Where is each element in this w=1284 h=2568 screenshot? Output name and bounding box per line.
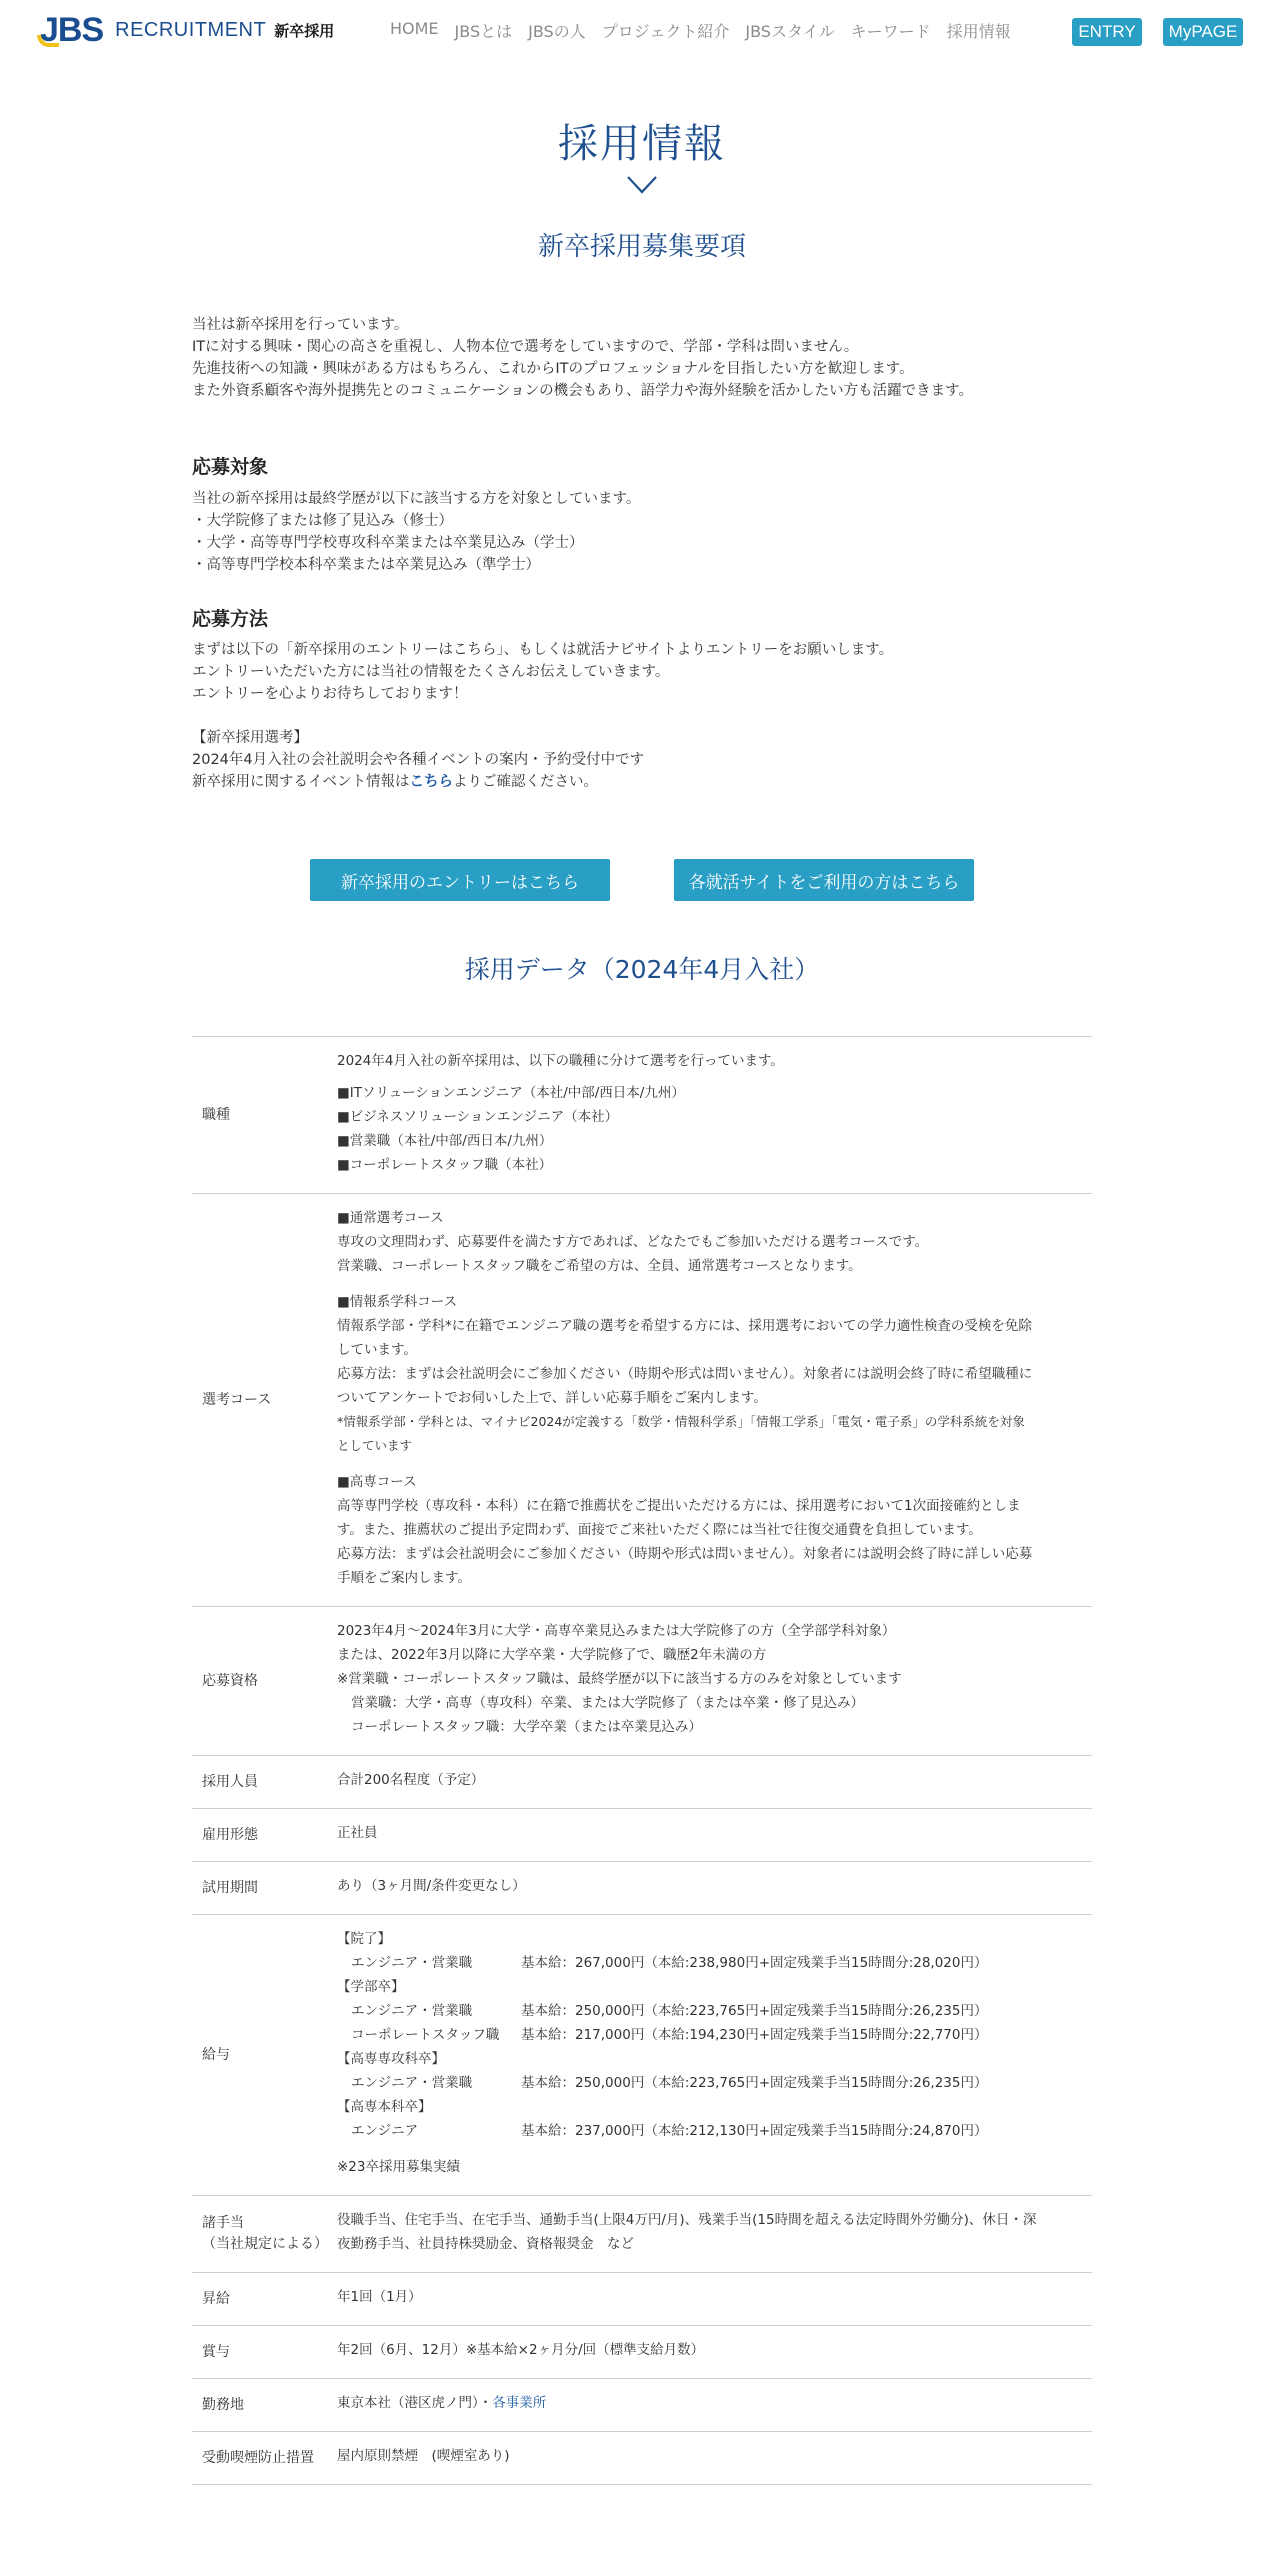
logo-mark: JBS: [40, 13, 103, 47]
row-content: ■通常選考コース 専攻の文理問わず、応募要件を満たす方であれば、どなたでもご参加いただける選考コースです。 営業職、コーポレートスタッフ職をご希望の方は、全員、通常選考コースとなります。 ■情報系学科コース 情報系学部・学科*に在籍でエンジニア職の選考を希望する方には、採用選考においての学力適性検査の受検を免除 しています。 応募方法：まずは会社説明会にご参加ください（時期や形式は問いません）。対象者には説明会終了時に希望職種に ついてアンケートでお伺いした上で、詳しい応募手順をご案内します。 *情報系学部・学科とは、マイナビ2024が定義する「数学・情報科学系」「情報工学系」「電気・電子系」の学科系統を対象 としています ■高専コース 高等専門学校（専攻科・本科）に在籍で推薦状をご提出いただける方には、採用選考において1次面接確約としま す。また、推薦状のご提出予定問わず、面接でご来社いただく際には当社で往復交通費を負担しています。 応募方法：まずは会社説明会にご参加ください（時期や形式は問いません）。対象者には説明会終了時に詳しい応募 手順をご案内します。: [337, 1210, 1033, 1586]
row-content: 屋内原則禁煙 (喫煙室あり): [337, 2448, 510, 2464]
entry-button[interactable]: ENTRY: [1072, 18, 1142, 46]
intro-line: 当社は新卒採用を行っています。: [192, 317, 409, 333]
apply-target-line: ・高等専門学校本科卒業または卒業見込み（準学士）: [192, 557, 540, 573]
salary-row: エンジニア・営業職 基本給：250,000円（本給:223,765円+固定残業手当15時間分:26,235円）: [351, 2003, 988, 2019]
row-content: 2023年4月～2024年3月に大学・高専卒業見込みまたは大学院修了の方（全学部学科対象） または、2022年3月以降に大学卒業・大学院修了で、職歴2年未満の方 ※営業職・コーポレートスタッフ職は、最終学歴が以下に該当する方のみを対象としています 営業職：大学・高専（専攻科）卒業、または大学院修了（または卒業・修了見込み） コーポレートスタッフ職：大学卒業（または卒業見込み）: [337, 1623, 902, 1735]
table-row-course: [192, 1194, 1092, 1607]
row-label: 応募資格: [202, 1672, 258, 1689]
row-label: 試用期間: [202, 1879, 258, 1896]
main-nav: [390, 19, 1027, 42]
offices-link[interactable]: 各事業所: [492, 2395, 547, 2411]
intro-line: 先進技術への知識・興味がある方はもちろん、これからITのプロフェッショナルを目指したい方を歓迎します。: [192, 361, 914, 377]
event-info-link[interactable]: こちら: [409, 774, 453, 790]
new-grad-entry-button[interactable]: 新卒採用のエントリーはこちら: [310, 859, 610, 901]
row-label: 受動喫煙防止措置: [202, 2449, 314, 2466]
mypage-button[interactable]: MyPAGE: [1163, 18, 1243, 46]
table-row-smoking: [192, 2432, 1092, 2485]
intro-line: また外資系顧客や海外提携先とのコミュニケーションの機会もあり、語学力や海外経験を活かしたい方も活躍できます。: [192, 383, 973, 399]
table-row-qualification: [192, 1607, 1092, 1756]
table-row-raise: [192, 2273, 1092, 2326]
apply-method-line: まずは以下の「新卒採用のエントリーはこちら」、もしくは就活ナビサイトよりエントリーをお願いします。: [192, 642, 894, 658]
row-content: 年1回（1月）: [337, 2289, 422, 2305]
salary-row: エンジニア 基本給：237,000円（本給:212,130円+固定残業手当15時間分:24,870円）: [351, 2123, 988, 2139]
nav-projects[interactable]: プロジェクト紹介: [601, 22, 730, 41]
apply-method-line: エントリーを心よりお待ちしております！: [192, 686, 468, 702]
apply-target-line: 当社の新卒採用は最終学歴が以下に該当する方を対象としています。: [192, 491, 641, 507]
section-title-recruit-data: 採用データ（2024年4月入社）: [464, 955, 820, 984]
chevron-down-icon: [626, 174, 658, 196]
row-label: 採用人員: [202, 1773, 258, 1790]
event-info-line: 新卒採用に関するイベント情報はこちらよりご確認ください。: [192, 774, 598, 790]
table-row-job: [192, 1037, 1092, 1194]
salary-row: エンジニア・営業職 基本給：250,000円（本給:223,765円+固定残業手当15時間分:26,235円）: [351, 2075, 988, 2091]
site-header: [0, 0, 1284, 62]
nav-about[interactable]: JBSとは: [454, 22, 513, 41]
logo[interactable]: [40, 12, 334, 48]
row-content: 東京本社（港区虎ノ門）・各事業所: [337, 2395, 547, 2411]
row-label: 雇用形態: [202, 1826, 258, 1843]
apply-target-line: ・大学・高等専門学校専攻科卒業または卒業見込み（学士）: [192, 535, 584, 551]
row-content: 年2回（6月、12月）※基本給×2ヶ月分/回（標準支給月数）: [337, 2342, 705, 2358]
selection-heading: 【新卒採用選考】: [192, 730, 308, 746]
salary-row: コーポレートスタッフ職 基本給：217,000円（本給:194,230円+固定残業手当15時間分:22,770円）: [351, 2027, 988, 2043]
table-row-employment: [192, 1809, 1092, 1862]
row-label: 賞与: [202, 2343, 230, 2360]
page-title: 採用情報: [558, 121, 726, 167]
table-row-trial: [192, 1862, 1092, 1915]
table-row-bonus: [192, 2326, 1092, 2379]
salary-row: エンジニア・営業職 基本給：267,000円（本給:238,980円+固定残業手当15時間分:28,020円）: [351, 1955, 988, 1971]
table-row-allowances: [192, 2196, 1092, 2273]
nav-home[interactable]: HOME: [390, 19, 439, 38]
row-label: 昇給: [202, 2290, 230, 2307]
row-content: あり（3ヶ月間/条件変更なし）: [337, 1878, 526, 1894]
table-row-location: [192, 2379, 1092, 2432]
row-label: 選考コース: [202, 1391, 272, 1408]
heading-apply-target: 応募対象: [192, 456, 269, 478]
logo-subtitle: 新卒採用: [274, 21, 335, 40]
row-content: 【院了】 エンジニア・営業職 基本給：267,000円（本給:238,980円+固定残業手当15時間分:28,020円） 【学部卒】 エンジニア・営業職 基本給：250,000円（本給:223,765円+固定残業手当15時間分:26,235円） コーポレートスタッフ職 基本給：217,000円（本給:194,230円+固定残業手当15時間分:22,770円） 【高専専攻科卒】 エンジニア・営業職 基本給：250,000円（本給:223,765円+固定残業手当15時間分:26,235円） 【高専本科卒】 エンジニア 基本給：237,000円（本給:212,130円+固定残業手当15時間分:24,870円） ※23卒採用募集実績: [337, 1915, 1092, 2195]
row-content: 正社員: [337, 1825, 378, 1841]
apply-target-text: [192, 488, 1092, 576]
intro-line: ITに対する興味・関心の高さを重視し、人物本位で選考をしていますので、学部・学科は問いません。: [192, 339, 859, 355]
apply-target-line: ・大学院修了または修了見込み（修士）: [192, 513, 453, 529]
row-label: 給与: [202, 2046, 230, 2063]
row-label: 勤務地: [202, 2396, 244, 2413]
row-content: 2024年4月入社の新卒採用は、以下の職種に分けて選考を行っています。 ■ITソリューションエンジニア（本社/中部/西日本/九州） ■ビジネスソリューションエンジニア（本社） ■営業職（本社/中部/西日本/九州） ■コーポレートスタッフ職（本社）: [337, 1053, 784, 1173]
nav-keywords[interactable]: キーワード: [850, 22, 931, 41]
row-content: 合計200名程度（予定）: [337, 1772, 485, 1788]
intro-text: [192, 314, 1092, 402]
section-title-requirements: 新卒採用募集要項: [537, 232, 746, 262]
recruit-data-table: [192, 1036, 1092, 2485]
logo-text: RECRUITMENT: [115, 18, 267, 41]
nav-style[interactable]: JBSスタイル: [745, 22, 835, 41]
table-row-salary: [192, 1915, 1092, 2196]
row-label: 諸手当 （当社規定による）: [202, 2215, 328, 2252]
nav-recruit-info[interactable]: 採用情報: [946, 22, 1011, 41]
selection-line: 2024年4月入社の会社説明会や各種イベントの案内・予約受付中です: [192, 752, 645, 768]
heading-apply-method: 応募方法: [192, 608, 269, 630]
row-content: 役職手当、住宅手当、在宅手当、通勤手当(上限4万円/月)、残業手当(15時間を超える法定時間外労働分)、休日・深 夜勤務手当、社員持株奨励金、資格報奨金 など: [337, 2212, 1037, 2252]
job-site-button[interactable]: 各就活サイトをご利用の方はこちら: [674, 859, 974, 901]
apply-method-text: [192, 639, 1092, 793]
table-row-headcount: [192, 1756, 1092, 1809]
nav-people[interactable]: JBSの人: [528, 22, 586, 41]
row-label: 職種: [202, 1106, 230, 1123]
apply-method-line: エントリーいただいた方には当社の情報をたくさんお伝えしていきます。: [192, 664, 670, 680]
